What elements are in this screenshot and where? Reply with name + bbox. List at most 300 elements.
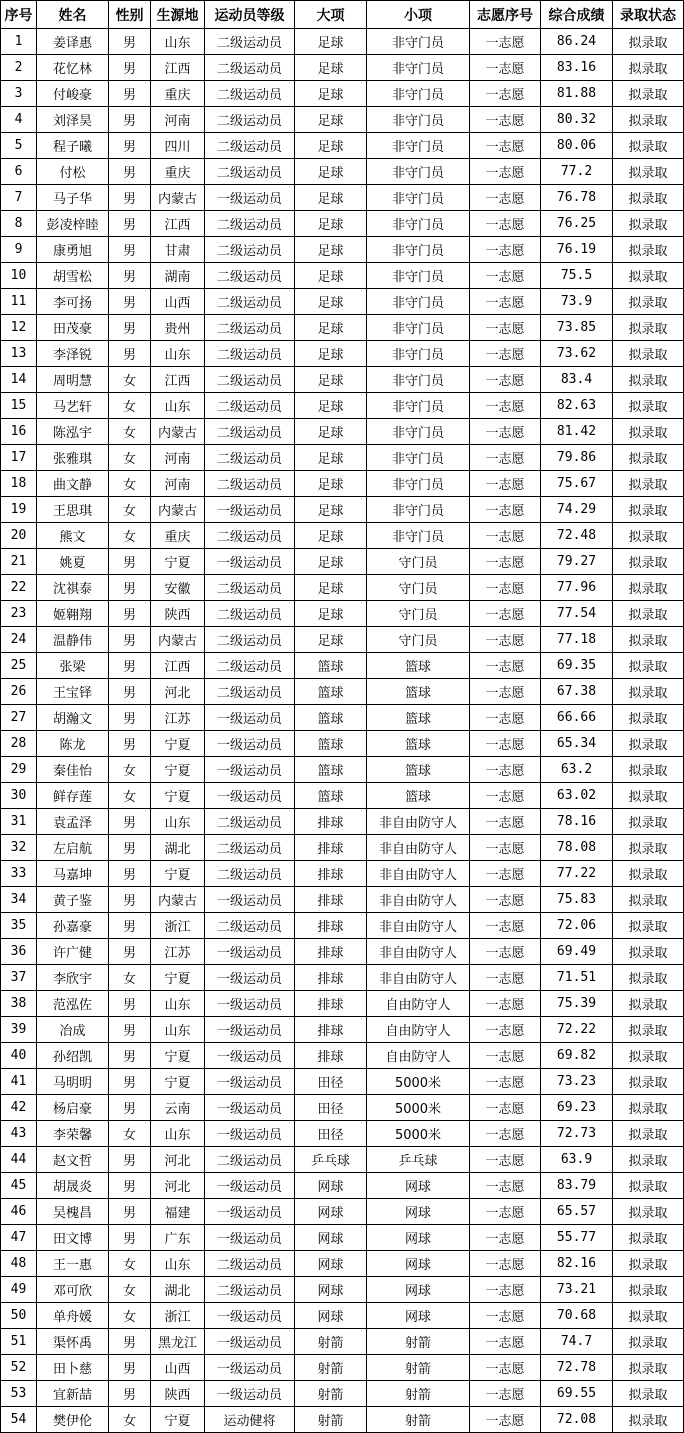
cell-origin: 内蒙古	[151, 887, 205, 913]
cell-score: 75.39	[541, 991, 613, 1017]
cell-origin: 山西	[151, 289, 205, 315]
cell-score: 73.21	[541, 1277, 613, 1303]
cell-name: 姚夏	[37, 549, 109, 575]
table-row	[1, 445, 684, 471]
cell-name: 王一惠	[37, 1251, 109, 1277]
cell-sub-event: 射箭	[367, 1329, 470, 1355]
cell-status: 拟录取	[613, 913, 684, 939]
cell-gender: 男	[109, 1199, 151, 1225]
cell-score: 83.16	[541, 55, 613, 81]
cell-origin: 黑龙江	[151, 1329, 205, 1355]
cell-preference: 一志愿	[470, 471, 541, 497]
cell-athlete-level: 二级运动员	[205, 627, 295, 653]
cell-index: 1	[1, 29, 37, 55]
cell-preference: 一志愿	[470, 1043, 541, 1069]
cell-sub-event: 非守门员	[367, 211, 470, 237]
cell-origin: 内蒙古	[151, 627, 205, 653]
cell-origin: 江西	[151, 55, 205, 81]
cell-name: 单舟媛	[37, 1303, 109, 1329]
cell-preference: 一志愿	[470, 1095, 541, 1121]
cell-score: 83.4	[541, 367, 613, 393]
cell-index: 12	[1, 315, 37, 341]
table-row	[1, 913, 684, 939]
cell-preference: 一志愿	[470, 1017, 541, 1043]
cell-athlete-level: 运动健将	[205, 1407, 295, 1433]
cell-major-sport: 足球	[295, 393, 367, 419]
cell-athlete-level: 一级运动员	[205, 887, 295, 913]
cell-index: 2	[1, 55, 37, 81]
cell-major-sport: 射箭	[295, 1407, 367, 1433]
cell-origin: 宁夏	[151, 1043, 205, 1069]
cell-score: 77.18	[541, 627, 613, 653]
cell-preference: 一志愿	[470, 1147, 541, 1173]
table-row	[1, 133, 684, 159]
cell-index: 53	[1, 1381, 37, 1407]
cell-sub-event: 网球	[367, 1225, 470, 1251]
cell-status: 拟录取	[613, 627, 684, 653]
cell-status: 拟录取	[613, 1329, 684, 1355]
cell-major-sport: 足球	[295, 367, 367, 393]
cell-major-sport: 排球	[295, 809, 367, 835]
cell-sub-event: 5000米	[367, 1069, 470, 1095]
cell-origin: 云南	[151, 1095, 205, 1121]
cell-score: 86.24	[541, 29, 613, 55]
cell-index: 18	[1, 471, 37, 497]
cell-athlete-level: 二级运动员	[205, 601, 295, 627]
cell-athlete-level: 二级运动员	[205, 29, 295, 55]
cell-score: 78.16	[541, 809, 613, 835]
cell-origin: 河南	[151, 471, 205, 497]
cell-score: 63.9	[541, 1147, 613, 1173]
cell-origin: 河北	[151, 1173, 205, 1199]
cell-gender: 女	[109, 757, 151, 783]
cell-name: 李欣宇	[37, 965, 109, 991]
cell-status: 拟录取	[613, 185, 684, 211]
table-row	[1, 81, 684, 107]
cell-score: 75.5	[541, 263, 613, 289]
cell-origin: 山东	[151, 1121, 205, 1147]
cell-athlete-level: 一级运动员	[205, 965, 295, 991]
table-row	[1, 705, 684, 731]
cell-status: 拟录取	[613, 991, 684, 1017]
cell-preference: 一志愿	[470, 159, 541, 185]
header-name: 姓名	[37, 1, 109, 29]
cell-major-sport: 射箭	[295, 1381, 367, 1407]
cell-gender: 男	[109, 29, 151, 55]
cell-sub-event: 篮球	[367, 783, 470, 809]
cell-preference: 一志愿	[470, 601, 541, 627]
cell-index: 34	[1, 887, 37, 913]
cell-major-sport: 足球	[295, 315, 367, 341]
cell-index: 51	[1, 1329, 37, 1355]
table-row	[1, 601, 684, 627]
cell-gender: 男	[109, 653, 151, 679]
cell-status: 拟录取	[613, 1121, 684, 1147]
cell-major-sport: 网球	[295, 1277, 367, 1303]
cell-sub-event: 非守门员	[367, 237, 470, 263]
cell-status: 拟录取	[613, 211, 684, 237]
cell-score: 72.73	[541, 1121, 613, 1147]
cell-status: 拟录取	[613, 341, 684, 367]
cell-index: 7	[1, 185, 37, 211]
cell-preference: 一志愿	[470, 55, 541, 81]
cell-name: 马明明	[37, 1069, 109, 1095]
cell-name: 程子曦	[37, 133, 109, 159]
cell-athlete-level: 一级运动员	[205, 1381, 295, 1407]
cell-major-sport: 足球	[295, 29, 367, 55]
cell-major-sport: 网球	[295, 1303, 367, 1329]
cell-major-sport: 乒乓球	[295, 1147, 367, 1173]
cell-name: 田卜慈	[37, 1355, 109, 1381]
cell-preference: 一志愿	[470, 393, 541, 419]
cell-status: 拟录取	[613, 263, 684, 289]
cell-major-sport: 排球	[295, 887, 367, 913]
cell-status: 拟录取	[613, 939, 684, 965]
cell-preference: 一志愿	[470, 497, 541, 523]
cell-athlete-level: 二级运动员	[205, 1147, 295, 1173]
cell-sub-event: 非守门员	[367, 393, 470, 419]
cell-sub-event: 守门员	[367, 601, 470, 627]
cell-gender: 男	[109, 1329, 151, 1355]
cell-major-sport: 排球	[295, 939, 367, 965]
cell-origin: 安徽	[151, 575, 205, 601]
cell-athlete-level: 二级运动员	[205, 237, 295, 263]
cell-index: 14	[1, 367, 37, 393]
cell-index: 8	[1, 211, 37, 237]
cell-preference: 一志愿	[470, 575, 541, 601]
cell-name: 陈龙	[37, 731, 109, 757]
cell-status: 拟录取	[613, 705, 684, 731]
cell-origin: 山东	[151, 1017, 205, 1043]
cell-athlete-level: 一级运动员	[205, 1095, 295, 1121]
cell-score: 69.82	[541, 1043, 613, 1069]
cell-preference: 一志愿	[470, 549, 541, 575]
cell-athlete-level: 二级运动员	[205, 159, 295, 185]
cell-index: 46	[1, 1199, 37, 1225]
table-row	[1, 341, 684, 367]
cell-origin: 山东	[151, 1251, 205, 1277]
header-row	[1, 1, 684, 29]
cell-major-sport: 篮球	[295, 757, 367, 783]
cell-preference: 一志愿	[470, 939, 541, 965]
cell-origin: 山东	[151, 991, 205, 1017]
table-row	[1, 393, 684, 419]
cell-origin: 山东	[151, 393, 205, 419]
cell-score: 69.49	[541, 939, 613, 965]
cell-name: 沈祺泰	[37, 575, 109, 601]
cell-name: 左启航	[37, 835, 109, 861]
cell-status: 拟录取	[613, 419, 684, 445]
cell-sub-event: 非自由防守人	[367, 939, 470, 965]
cell-name: 范泓佐	[37, 991, 109, 1017]
cell-sub-event: 守门员	[367, 627, 470, 653]
cell-status: 拟录取	[613, 55, 684, 81]
cell-index: 29	[1, 757, 37, 783]
cell-major-sport: 足球	[295, 159, 367, 185]
table-row	[1, 263, 684, 289]
cell-sub-event: 篮球	[367, 705, 470, 731]
cell-preference: 一志愿	[470, 419, 541, 445]
cell-name: 付松	[37, 159, 109, 185]
table-row	[1, 419, 684, 445]
cell-athlete-level: 一级运动员	[205, 757, 295, 783]
table-row	[1, 1199, 684, 1225]
header-major-sport: 大项	[295, 1, 367, 29]
cell-athlete-level: 一级运动员	[205, 705, 295, 731]
cell-sub-event: 网球	[367, 1199, 470, 1225]
cell-name: 田文博	[37, 1225, 109, 1251]
cell-index: 31	[1, 809, 37, 835]
cell-status: 拟录取	[613, 1277, 684, 1303]
cell-score: 81.88	[541, 81, 613, 107]
cell-origin: 江西	[151, 211, 205, 237]
cell-sub-event: 非守门员	[367, 523, 470, 549]
cell-gender: 男	[109, 887, 151, 913]
cell-preference: 一志愿	[470, 211, 541, 237]
cell-major-sport: 足球	[295, 627, 367, 653]
cell-index: 37	[1, 965, 37, 991]
cell-index: 48	[1, 1251, 37, 1277]
cell-index: 25	[1, 653, 37, 679]
cell-major-sport: 足球	[295, 341, 367, 367]
cell-athlete-level: 二级运动员	[205, 653, 295, 679]
cell-sub-event: 乒乓球	[367, 1147, 470, 1173]
cell-major-sport: 篮球	[295, 783, 367, 809]
cell-sub-event: 非守门员	[367, 55, 470, 81]
cell-gender: 男	[109, 627, 151, 653]
cell-origin: 河南	[151, 107, 205, 133]
cell-gender: 女	[109, 523, 151, 549]
cell-sub-event: 非守门员	[367, 419, 470, 445]
cell-index: 32	[1, 835, 37, 861]
cell-status: 拟录取	[613, 133, 684, 159]
cell-preference: 一志愿	[470, 289, 541, 315]
cell-athlete-level: 二级运动员	[205, 1251, 295, 1277]
table-row	[1, 835, 684, 861]
cell-gender: 男	[109, 1095, 151, 1121]
table-row	[1, 653, 684, 679]
cell-athlete-level: 一级运动员	[205, 783, 295, 809]
cell-name: 吴槐昌	[37, 1199, 109, 1225]
cell-gender: 男	[109, 1069, 151, 1095]
cell-preference: 一志愿	[470, 445, 541, 471]
cell-origin: 江西	[151, 653, 205, 679]
table-row	[1, 575, 684, 601]
cell-name: 张雅琪	[37, 445, 109, 471]
table-row	[1, 159, 684, 185]
cell-preference: 一志愿	[470, 185, 541, 211]
cell-status: 拟录取	[613, 965, 684, 991]
cell-preference: 一志愿	[470, 107, 541, 133]
cell-index: 47	[1, 1225, 37, 1251]
cell-score: 65.57	[541, 1199, 613, 1225]
cell-name: 黄子鉴	[37, 887, 109, 913]
cell-score: 55.77	[541, 1225, 613, 1251]
cell-origin: 湖北	[151, 1277, 205, 1303]
cell-major-sport: 篮球	[295, 679, 367, 705]
cell-status: 拟录取	[613, 107, 684, 133]
cell-athlete-level: 二级运动员	[205, 835, 295, 861]
cell-athlete-level: 二级运动员	[205, 263, 295, 289]
cell-gender: 男	[109, 159, 151, 185]
cell-preference: 一志愿	[470, 705, 541, 731]
cell-sub-event: 非自由防守人	[367, 809, 470, 835]
cell-preference: 一志愿	[470, 1277, 541, 1303]
cell-name: 袁孟泽	[37, 809, 109, 835]
cell-index: 3	[1, 81, 37, 107]
header-index: 序号	[1, 1, 37, 29]
cell-index: 40	[1, 1043, 37, 1069]
cell-name: 温静伟	[37, 627, 109, 653]
cell-status: 拟录取	[613, 289, 684, 315]
cell-score: 73.85	[541, 315, 613, 341]
cell-status: 拟录取	[613, 1017, 684, 1043]
cell-status: 拟录取	[613, 367, 684, 393]
cell-status: 拟录取	[613, 523, 684, 549]
cell-sub-event: 篮球	[367, 731, 470, 757]
cell-status: 拟录取	[613, 835, 684, 861]
cell-score: 75.83	[541, 887, 613, 913]
cell-major-sport: 足球	[295, 289, 367, 315]
cell-athlete-level: 二级运动员	[205, 341, 295, 367]
cell-sub-event: 非守门员	[367, 185, 470, 211]
cell-origin: 重庆	[151, 159, 205, 185]
cell-gender: 女	[109, 1251, 151, 1277]
table-header	[1, 1, 684, 29]
cell-sub-event: 非守门员	[367, 341, 470, 367]
table-row	[1, 939, 684, 965]
cell-index: 21	[1, 549, 37, 575]
table-body	[1, 29, 684, 1433]
cell-index: 54	[1, 1407, 37, 1433]
cell-gender: 男	[109, 341, 151, 367]
cell-status: 拟录取	[613, 393, 684, 419]
cell-gender: 女	[109, 497, 151, 523]
cell-status: 拟录取	[613, 1355, 684, 1381]
cell-sub-event: 守门员	[367, 549, 470, 575]
cell-name: 熊文	[37, 523, 109, 549]
cell-score: 72.78	[541, 1355, 613, 1381]
table-row	[1, 1303, 684, 1329]
cell-name: 孙绍凯	[37, 1043, 109, 1069]
cell-score: 79.86	[541, 445, 613, 471]
cell-origin: 山东	[151, 809, 205, 835]
cell-athlete-level: 一级运动员	[205, 1199, 295, 1225]
cell-name: 许广健	[37, 939, 109, 965]
cell-gender: 男	[109, 1381, 151, 1407]
cell-athlete-level: 一级运动员	[205, 1069, 295, 1095]
cell-index: 10	[1, 263, 37, 289]
cell-sub-event: 非守门员	[367, 315, 470, 341]
cell-major-sport: 田径	[295, 1069, 367, 1095]
cell-index: 41	[1, 1069, 37, 1095]
cell-preference: 一志愿	[470, 1121, 541, 1147]
cell-athlete-level: 二级运动员	[205, 861, 295, 887]
cell-gender: 男	[109, 237, 151, 263]
cell-athlete-level: 二级运动员	[205, 289, 295, 315]
cell-score: 82.63	[541, 393, 613, 419]
cell-status: 拟录取	[613, 159, 684, 185]
table-row	[1, 783, 684, 809]
header-gender: 性别	[109, 1, 151, 29]
cell-score: 72.08	[541, 1407, 613, 1433]
cell-status: 拟录取	[613, 1069, 684, 1095]
table-row	[1, 1017, 684, 1043]
cell-status: 拟录取	[613, 575, 684, 601]
cell-sub-event: 网球	[367, 1303, 470, 1329]
cell-name: 樊伊伦	[37, 1407, 109, 1433]
cell-gender: 男	[109, 835, 151, 861]
cell-athlete-level: 二级运动员	[205, 367, 295, 393]
cell-status: 拟录取	[613, 1043, 684, 1069]
cell-score: 66.66	[541, 705, 613, 731]
cell-gender: 男	[109, 1225, 151, 1251]
cell-athlete-level: 二级运动员	[205, 81, 295, 107]
table-row	[1, 523, 684, 549]
table-row	[1, 1147, 684, 1173]
cell-score: 83.79	[541, 1173, 613, 1199]
cell-index: 23	[1, 601, 37, 627]
cell-gender: 女	[109, 445, 151, 471]
cell-gender: 男	[109, 549, 151, 575]
cell-name: 李荣馨	[37, 1121, 109, 1147]
cell-origin: 宁夏	[151, 1407, 205, 1433]
cell-athlete-level: 二级运动员	[205, 107, 295, 133]
cell-gender: 男	[109, 1355, 151, 1381]
cell-athlete-level: 一级运动员	[205, 1303, 295, 1329]
cell-index: 44	[1, 1147, 37, 1173]
cell-origin: 山东	[151, 29, 205, 55]
cell-major-sport: 网球	[295, 1173, 367, 1199]
cell-name: 陈泓宇	[37, 419, 109, 445]
cell-score: 76.25	[541, 211, 613, 237]
cell-score: 75.67	[541, 471, 613, 497]
cell-score: 69.23	[541, 1095, 613, 1121]
cell-index: 22	[1, 575, 37, 601]
cell-name: 田茂豪	[37, 315, 109, 341]
cell-major-sport: 网球	[295, 1199, 367, 1225]
table-row	[1, 679, 684, 705]
table-row	[1, 1355, 684, 1381]
table-row	[1, 965, 684, 991]
cell-preference: 一志愿	[470, 783, 541, 809]
cell-gender: 男	[109, 81, 151, 107]
cell-gender: 男	[109, 705, 151, 731]
cell-name: 王宝铎	[37, 679, 109, 705]
cell-status: 拟录取	[613, 445, 684, 471]
cell-preference: 一志愿	[470, 1069, 541, 1095]
cell-preference: 一志愿	[470, 965, 541, 991]
cell-name: 周明慧	[37, 367, 109, 393]
cell-status: 拟录取	[613, 497, 684, 523]
cell-major-sport: 网球	[295, 1251, 367, 1277]
cell-name: 花忆林	[37, 55, 109, 81]
cell-gender: 女	[109, 367, 151, 393]
cell-name: 付峻豪	[37, 81, 109, 107]
table-row	[1, 1251, 684, 1277]
cell-origin: 四川	[151, 133, 205, 159]
cell-gender: 男	[109, 809, 151, 835]
cell-name: 李泽锐	[37, 341, 109, 367]
cell-athlete-level: 一级运动员	[205, 1225, 295, 1251]
cell-status: 拟录取	[613, 1095, 684, 1121]
cell-index: 13	[1, 341, 37, 367]
cell-preference: 一志愿	[470, 81, 541, 107]
table-row	[1, 497, 684, 523]
cell-name: 姬翱翔	[37, 601, 109, 627]
cell-preference: 一志愿	[470, 861, 541, 887]
cell-index: 39	[1, 1017, 37, 1043]
